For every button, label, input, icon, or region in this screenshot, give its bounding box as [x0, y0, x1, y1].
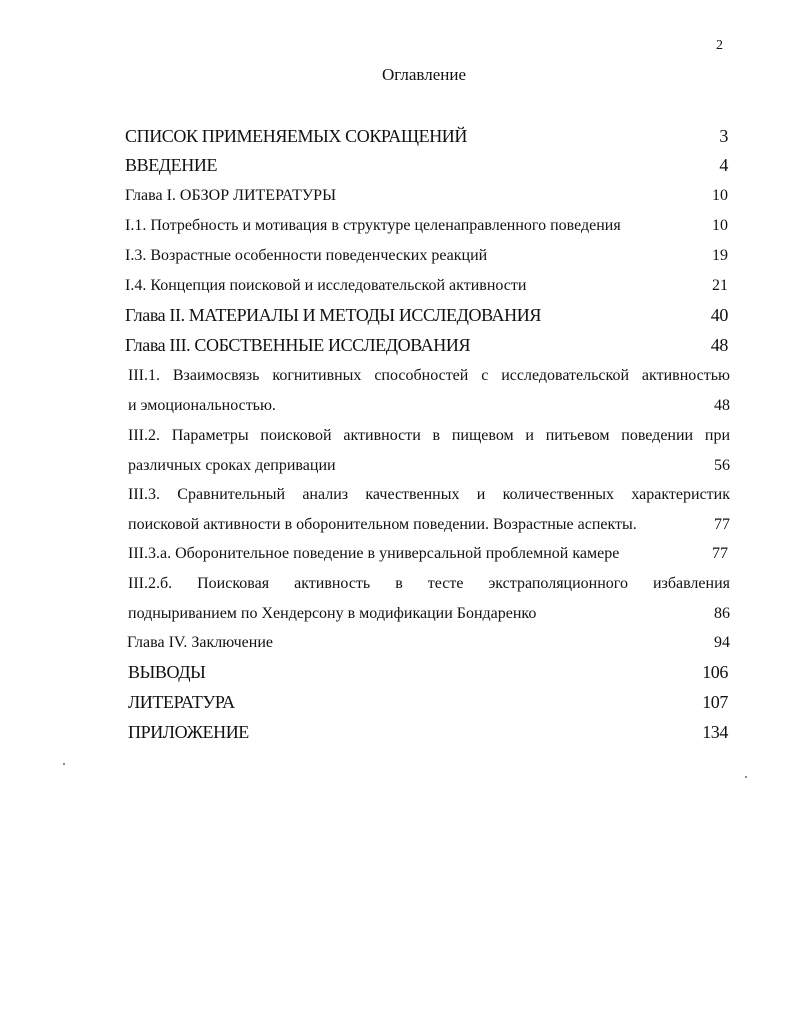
page-number: 2: [716, 38, 723, 53]
toc-entry-page: 48: [714, 397, 730, 414]
toc-entry-title: ВВЕДЕНИЕ: [125, 155, 218, 175]
toc-entry-page: 106: [702, 662, 728, 682]
toc-entry-page: 77: [712, 545, 728, 562]
toc-entry-title: СПИСОК ПРИМЕНЯЕМЫХ СОКРАЩЕНИЙ: [125, 126, 467, 146]
toc-entry-title-line1: III.2. Параметры поисковой активности в пищевом и питьевом поведении при: [128, 427, 730, 444]
toc-entry-page: 77: [714, 516, 730, 533]
scan-speck: [63, 763, 65, 765]
toc-entry-title: Глава II. МАТЕРИАЛЫ И МЕТОДЫ ИССЛЕДОВАНИЯ: [125, 305, 541, 325]
toc-entry-title-line1: III.2.б. Поисковая активность в тесте экстраполяционного избавления: [128, 575, 730, 592]
toc-entry-title: Глава IV. Заключение: [127, 634, 273, 651]
toc-entry-page: 40: [710, 305, 728, 325]
toc-entry-page: 107: [702, 692, 728, 712]
toc-entry-title: поисковой активности в оборонительном поведении. Возрастные аспекты.: [128, 516, 637, 533]
scan-speck: [745, 776, 747, 778]
toc-entry[interactable]: [128, 544, 728, 564]
toc-entry-page: 86: [714, 605, 730, 622]
toc-entry-page: 21: [712, 277, 728, 294]
toc-entry-page: 48: [710, 335, 728, 355]
toc-entry[interactable]: [125, 155, 728, 175]
toc-entry[interactable]: [127, 633, 730, 653]
toc-entry-title: ЛИТЕРАТУРА: [128, 692, 235, 712]
toc-entry-page: 134: [702, 722, 728, 742]
toc-entry-title: I.1. Потребность и мотивация в структуре целенаправленного поведения: [125, 217, 621, 234]
toc-entry-title: и эмоциональностью.: [128, 397, 276, 414]
toc-entry-title: Глава III. СОБСТВЕННЫЕ ИССЛЕДОВАНИЯ: [125, 335, 471, 355]
toc-entry[interactable]: [125, 126, 728, 146]
toc-entry-title-line1: III.1. Взаимосвязь когнитивных способностей с исследовательской активностью: [128, 367, 730, 384]
toc-entry[interactable]: [125, 216, 728, 236]
toc-entry-title-line2: [128, 396, 730, 426]
toc-entry-title-line2: [128, 604, 730, 634]
toc-entry[interactable]: [125, 305, 728, 325]
toc-entry[interactable]: [125, 276, 728, 296]
toc-entry-title: подныриванием по Хендерсону в модификации Бондаренко: [128, 605, 537, 622]
toc-entry-page: 10: [712, 187, 728, 204]
toc-entry-title: III.3.а. Оборонительное поведение в универсальной проблемной камере: [128, 545, 620, 562]
toc-entry[interactable]: [125, 246, 728, 266]
page-title: Оглавление: [382, 65, 466, 84]
toc-entry[interactable]: [128, 692, 728, 712]
toc-entry-page: 10: [712, 217, 728, 234]
toc-entry-page: 4: [719, 155, 728, 175]
toc-entry[interactable]: [128, 662, 728, 682]
toc-entry-page: 94: [714, 634, 730, 651]
toc-entry-page: 56: [714, 457, 730, 474]
toc-entry[interactable]: [128, 366, 730, 426]
toc-entry-title-line2: [128, 456, 730, 486]
toc-entry[interactable]: [125, 186, 728, 206]
toc-entry-page: 19: [712, 247, 728, 264]
toc-entry[interactable]: [128, 426, 730, 486]
toc-entry-page: 3: [719, 126, 728, 146]
toc-entry[interactable]: [128, 485, 730, 545]
toc-entry-title: I.4. Концепция поисковой и исследовательской активности: [125, 277, 527, 294]
toc-entry[interactable]: [128, 722, 728, 742]
toc-entry-title: различных сроках депривации: [128, 457, 336, 474]
toc-entry-title: Глава I. ОБЗОР ЛИТЕРАТУРЫ: [125, 187, 337, 204]
toc-entry-title-line2: [128, 515, 730, 545]
toc-entry[interactable]: [128, 574, 730, 634]
toc-entry-title-line1: III.3. Сравнительный анализ качественных и количественных характеристик: [128, 486, 730, 503]
toc-entry-title: ПРИЛОЖЕНИЕ: [128, 722, 249, 742]
toc-entry-title: ВЫВОДЫ: [128, 662, 206, 682]
toc-entry[interactable]: [125, 335, 728, 355]
toc-entry-title: I.3. Возрастные особенности поведенческих реакций: [125, 247, 488, 264]
